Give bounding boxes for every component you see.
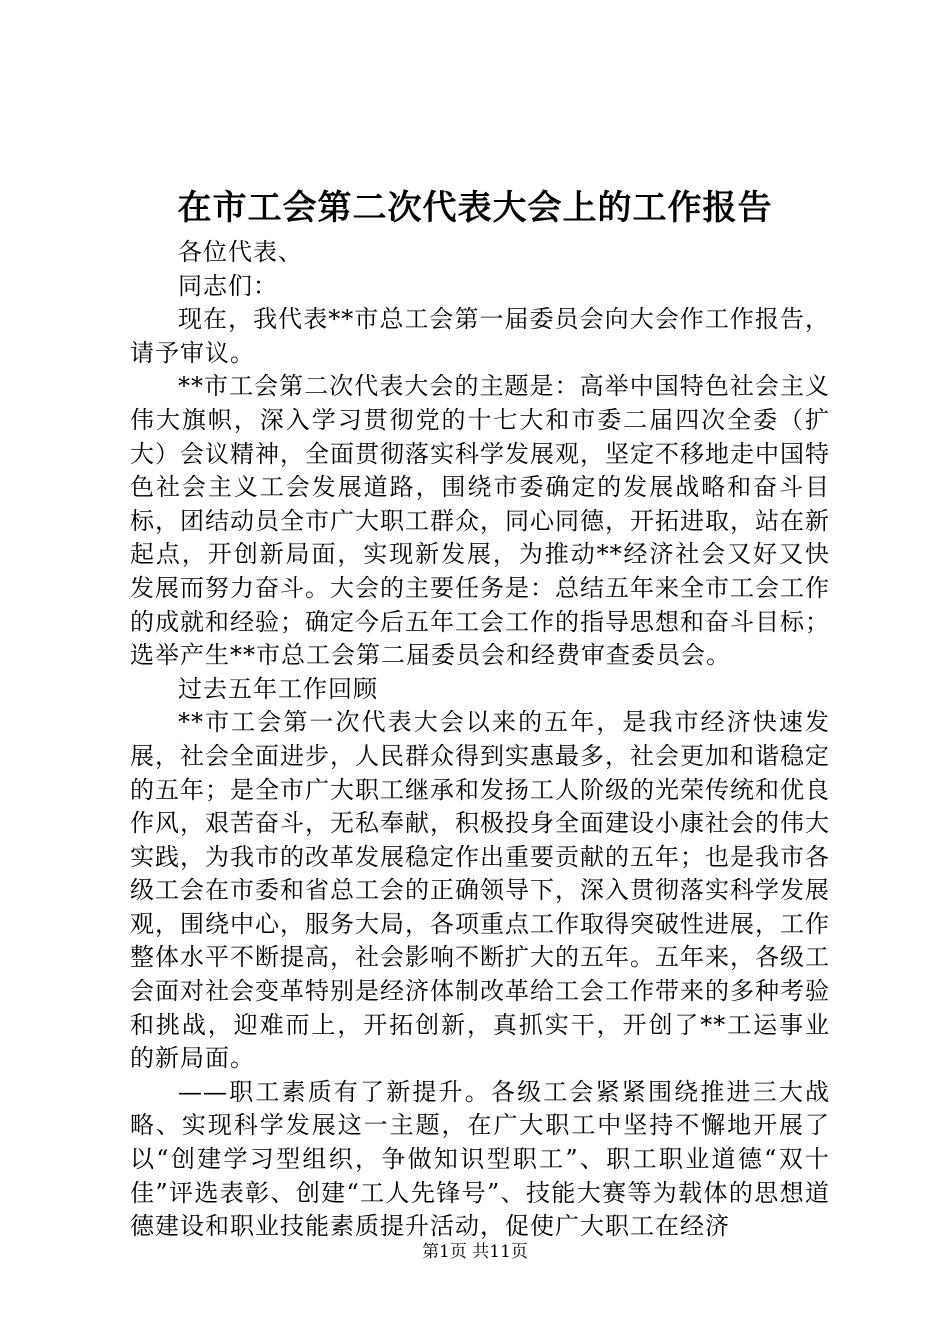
salutation-line: 同志们： — [178, 271, 278, 300]
body-paragraph: **市工会第二次代表大会的主题是：高举中国特色社会主义伟大旗帜，深入学习贯彻党的十七大和市委二届四次全委（扩大）会议精神，全面贯彻落实科学发展观，坚定不移地走中国特色社会主义工会发展道路，围绕市委确定的发展战略和奋斗目标，团结动员全市广大职工群众，同心同德，开拓进取，站在新起点，开创新局面，实现新发展，为推动**经济社会又好又快发展而努力奋斗。大会的主要任务是：总结五年来全市工会工作的成就和经验；确定今后五年工会工作的指导思想和奋斗目标；选举产生**市总工会第二届委员会和经费审查委员会。 — [130, 372, 830, 670]
document-body — [130, 236, 830, 1244]
body-paragraph: 现在，我代表**市总工会第一届委员会向大会作工作报告，请予审议。 — [130, 305, 830, 367]
body-paragraph: ——职工素质有了新提升。各级工会紧紧围绕推进三大战略、实现科学发展这一主题，在广大职工中坚持不懈地开展了以“创建学习型组织，争做知识型职工”、职工职业道德“双十佳”评选表彰、创建“工人先锋号”、技能大赛等为载体的思想道德建设和职业技能素质提升活动，促使广大职工在经济 — [130, 1077, 830, 1241]
salutation-line: 各位代表、 — [178, 238, 303, 266]
section-heading: 过去五年工作回顾 — [178, 674, 378, 703]
document-title: 在市工会第二次代表大会上的工作报告 — [177, 188, 773, 228]
body-paragraph: **市工会第一次代表大会以来的五年，是我市经济快速发展，社会全面进步，人民群众得到实惠最多，社会更加和谐稳定的五年；是全市广大职工继承和发扬工人阶级的光荣传统和优良作风，艰苦奋斗，无私奉献，积极投身全面建设小康社会的伟大实践，为我市的改革发展稳定作出重要贡献的五年；也是我市各级工会在市委和省总工会的正确领导下，深入贯彻落实科学发展观，围绕中心，服务大局，各项重点工作取得突破性进展，工作整体水平不断提高，社会影响不断扩大的五年。五年来，各级工会面对社会变革特别是经济体制改革给工会工作带来的多种考验和挑战，迎难而上，开拓创新，真抓实干，开创了**工运事业的新局面。 — [130, 708, 830, 1073]
page-number-footer: 第1页 共11页 — [422, 1242, 528, 1262]
